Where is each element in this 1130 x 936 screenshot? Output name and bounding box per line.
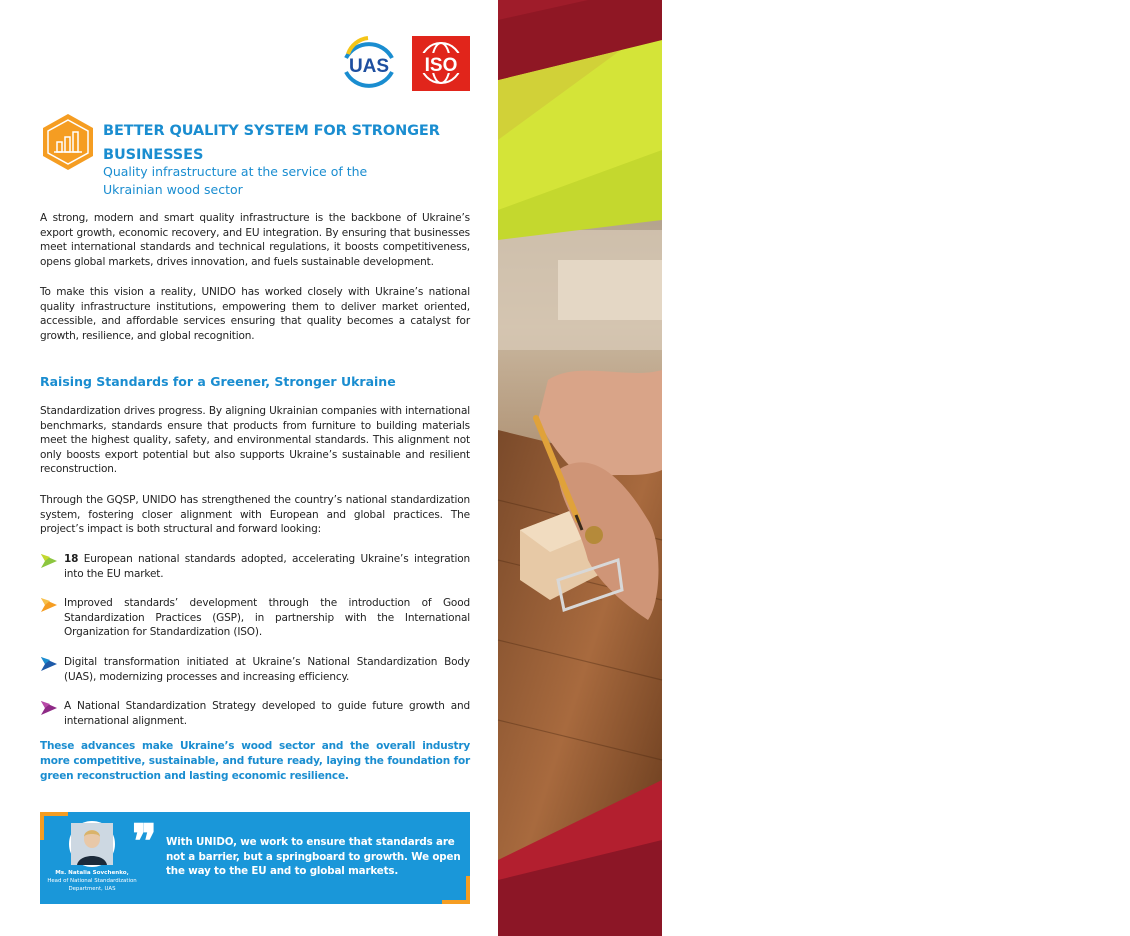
list-item <box>40 699 470 728</box>
intro-paragraph-1: A strong, modern and smart quality infrastructure is the backbone of Ukraine’s export growth, economic recovery, and EU integration. By ensuring that businesses meet international standards and technical regulations, it boosts competitiveness, opens global markets, drives innovation, and fuels sustainable development. <box>40 212 470 268</box>
orange-arrow-icon <box>40 596 64 640</box>
blue-arrow-icon <box>40 655 64 684</box>
green-arrow-icon <box>40 552 64 581</box>
avatar <box>69 821 115 867</box>
standards-count: 18 <box>64 553 79 565</box>
speaker-name: Ms. Natalia Sovchenko, <box>55 870 129 876</box>
quote-text: With UNIDO, we work to ensure that standards are not a barrier, but a springboard to growth. We open the way to the EU and to global markets. <box>166 836 461 878</box>
speaker-role: Head of National Standardization Department, UAS <box>47 878 137 892</box>
page-subtitle: Quality infrastructure at the service of the Ukrainian wood sector <box>103 164 368 197</box>
woodworking-photo-panel <box>498 0 1124 936</box>
iso-logo <box>412 36 470 91</box>
bar-chart-hexagon-icon <box>40 112 96 172</box>
list-item <box>40 552 470 581</box>
section-heading: Raising Standards for a Greener, Stronger Ukraine <box>40 374 396 389</box>
purple-arrow-icon <box>40 699 64 728</box>
intro-paragraph-2: To make this vision a reality, UNIDO has worked closely with Ukraine’s national quality infrastructure institutions, empowering them to deliver market oriented, accessible, and affordable services ensuring that quality becomes a catalyst for growth, resilience, and global recognition. <box>40 286 470 342</box>
uas-logo <box>338 34 400 94</box>
iso-logo-text: ISO <box>424 55 458 76</box>
list-item-text: Digital transformation initiated at Ukraine’s National Standardization Body (UAS), modernizing processes and increasing efficiency. <box>64 656 470 683</box>
list-item <box>40 596 470 640</box>
conclusion-paragraph: These advances make Ukraine’s wood sector and the overall industry more competitive, sustainable, and future ready, laying the foundation for green reconstruction and lasting economic resilience. <box>40 740 470 782</box>
page-title: BETTER QUALITY SYSTEM FOR STRONGER BUSINESSES <box>103 123 440 163</box>
testimonial-box <box>40 812 470 904</box>
corner-accent <box>442 876 470 904</box>
section-paragraph-2: Through the GQSP, UNIDO has strengthened the country’s national standardization system, fostering closer alignment with European and global practices. The project’s impact is both structural and forward looking: <box>40 494 470 536</box>
page-number: 5 <box>1116 903 1124 917</box>
list-item-text: European national standards adopted, accelerating Ukraine’s integration into the EU market. <box>64 553 470 580</box>
uas-logo-text: UAS <box>348 56 390 77</box>
corner-accent <box>40 812 68 840</box>
list-item <box>40 655 470 684</box>
list-item-text: A National Standardization Strategy developed to guide future growth and international alignment. <box>64 700 470 727</box>
quote-mark-icon: ❞ <box>132 814 157 868</box>
section-paragraph-1: Standardization drives progress. By aligning Ukrainian companies with international benchmarks, standards ensure that products from furniture to building materials meet the highest quality, safety, and environmental standards. This alignment not only boosts export potential but also supports Ukraine’s sustainable and resilient reconstruction. <box>40 405 470 476</box>
list-item-text: Improved standards’ development through the introduction of Good Standardization Practices (GSP), in partnership with the International Organization for Standardization (ISO). <box>64 597 470 639</box>
